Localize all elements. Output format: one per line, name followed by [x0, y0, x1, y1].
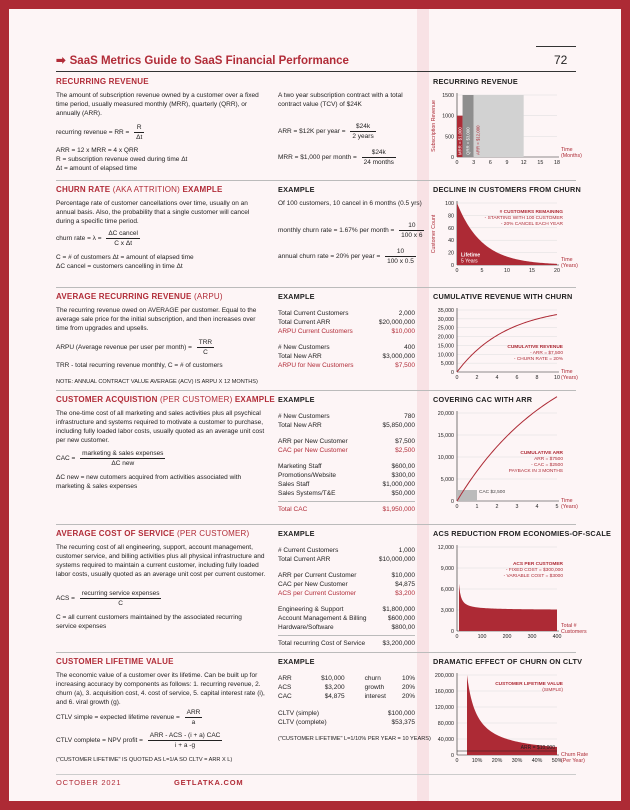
grid-cell: 20%: [401, 684, 415, 691]
lifetime-label: Lifetime: [461, 252, 481, 259]
section-description: The amount of subscription revenue owned by a customer over a fixed time period, usually measured monthly (MRR), quarterly (QRR), or annually (ARR).: [56, 92, 259, 117]
row-label: Sales Staff: [278, 481, 310, 488]
table-row: [278, 505, 415, 514]
annotation: # CUSTOMERS REMAINING: [499, 210, 563, 215]
lifetime-value: 5 Years: [461, 258, 478, 265]
annotation: PAYBACK IN 3 MONTHS: [508, 469, 563, 474]
section-description: The recurring cost of all engineering, support, account management, customer service, and billing activities plus all physical infrastructure and systems required to maintain a current customer, including fully loaded labor costs, usually quoted as an average unit cost per current customer.: [56, 544, 266, 578]
annotation: - ARR = $7,500: [530, 351, 563, 356]
table-row: [278, 437, 415, 446]
grid-cell: CAC: [278, 693, 292, 700]
table-row: [278, 614, 415, 623]
x-axis-label: (Per Year): [561, 758, 585, 764]
annotation: - CAC = $2500: [531, 463, 563, 468]
footer-site: GETLATKA.COM: [174, 778, 244, 787]
acs-example-table: [278, 546, 415, 648]
annual-churn-formula: annual churn rate = 20% per year = $\frac{10}{100 x 0.5}$: [278, 248, 414, 265]
example-heading: EXAMPLE: [278, 292, 315, 301]
y-tick-label: 10,000: [437, 455, 454, 461]
y-tick-label: 20,000: [437, 334, 454, 341]
row-value: $53,375: [391, 719, 415, 726]
row-value: 400: [404, 344, 415, 351]
x-tick-label: 12: [520, 160, 527, 166]
y-tick-label: 5,000: [440, 361, 454, 368]
y-tick-label: 20,000: [437, 411, 454, 417]
mrr-formula: MRR = $1,000 per month = $\frac{\$24k}{\text{24 months}}$: [278, 149, 394, 166]
table-row: [278, 580, 415, 589]
x-tick-label: 0: [455, 375, 459, 381]
table-row: [278, 446, 415, 455]
definitions: C = all current customers maintained by the associated recurring service expenses: [56, 614, 242, 630]
grid-cell: 10%: [401, 675, 415, 682]
row-value: $800,00: [391, 624, 415, 631]
page-title: ➡ SaaS Metrics Guide to SaaS Financial Performance: [56, 55, 349, 67]
row-label: Engineering & Support: [278, 606, 344, 613]
grid-cell: ARR: [278, 675, 292, 682]
row-gap: [278, 598, 415, 605]
annotation: - 20% CANCEL EACH YEAR: [500, 222, 563, 227]
x-tick-label: 200: [502, 634, 512, 640]
arpu-example-table: [278, 309, 415, 370]
y-tick-label: 500: [445, 134, 454, 141]
section-title: CUSTOMER ACQUISTION (PER CUSTOMER) EXAMPLE: [56, 395, 275, 404]
x-tick-label: 100: [477, 634, 487, 640]
row-value: $3,200: [395, 590, 415, 597]
row-label: CLTV (simple): [278, 710, 320, 717]
row-value: $600,000: [387, 615, 415, 622]
table-row: [278, 412, 415, 421]
x-axis-label: Time: [561, 147, 573, 153]
section-title: RECURRING REVENUE: [56, 77, 149, 86]
chart-title: CUMULATIVE REVENUE WITH CHURN: [433, 292, 573, 301]
annotation: (SIMPLE): [542, 688, 563, 693]
section-title: CHURN RATE (AKA ATTRITION) EXAMPLE: [56, 185, 223, 194]
annotation: CUMULATIVE REVENUE: [507, 345, 563, 350]
grid-cell: 20%: [401, 693, 415, 700]
row-value: 2,000: [398, 310, 415, 317]
section-description: The economic value of a customer over its lifetime. Can be built up for increasing accuracy by components as follows: 1. recurring revenue, 2. churn (a), 3. acquisition cost, 4. cost of service, 5. capital interest rate (i), and 6. viral growth (g).: [56, 672, 265, 706]
annotation: ARR = $7500: [534, 457, 563, 462]
cltv-example-grid: [278, 674, 415, 701]
row-value: $7,500: [395, 438, 415, 445]
row-separator: [278, 501, 415, 502]
y-tick-label: 5,000: [440, 477, 454, 483]
grid-cell: interest: [364, 693, 386, 700]
y-tick-label: 9,000: [440, 566, 454, 572]
section-acs: [56, 524, 612, 651]
section-title: AVERAGE RECURRING REVENUE (ARPU): [56, 292, 223, 301]
x-tick-label: 4: [495, 375, 499, 381]
y-tick-label: 10,000: [437, 352, 454, 359]
y-tick-label: 0: [451, 370, 454, 376]
grid-row: [278, 683, 415, 692]
grid-cell: $4,875: [324, 693, 345, 700]
table-row: [278, 421, 415, 430]
y-tick-label: 15,000: [437, 433, 454, 439]
example-heading: EXAMPLE: [278, 395, 315, 404]
bar-label: ARR = $12,000: [475, 125, 481, 155]
row-value: 780: [404, 413, 415, 420]
table-row: [278, 343, 415, 352]
churn-cltv-chart: [421, 671, 589, 773]
section-description: Percentage rate of customer cancellations over time, usually on an annual basis. Also, the probability that a single customer will cancel during a specific time period.: [56, 200, 250, 225]
table-row: [278, 605, 415, 614]
row-label: ACS per Current Customer: [278, 590, 357, 597]
row-value: $50,000: [391, 490, 415, 497]
x-tick-label: 5: [555, 504, 559, 510]
cltv-results: [278, 709, 415, 727]
y-tick-label: 3,000: [440, 608, 454, 614]
table-row: [278, 718, 415, 727]
grid-cell: growth: [364, 684, 385, 691]
row-label: ARR per New Customer: [278, 438, 348, 445]
y-tick-label: 0: [451, 753, 454, 759]
x-axis-label: (Years): [561, 375, 578, 381]
definitions: ΔC new = new cutomers acquired from activities associated with marketing & sales expenses: [56, 474, 242, 490]
x-axis-label: Time: [561, 369, 573, 375]
example-heading: EXAMPLE: [278, 657, 315, 666]
table-row: [278, 471, 415, 480]
section-cltv: [56, 652, 589, 773]
arr-label: ARR = $10,000: [520, 745, 555, 751]
y-tick-label: 35,000: [437, 308, 454, 314]
row-label: Total New ARR: [278, 422, 322, 429]
x-axis-label: (Years): [561, 504, 578, 510]
page-number: 72: [554, 53, 568, 67]
row-value: $100,000: [387, 710, 415, 717]
y-tick-label: 25,000: [437, 325, 454, 332]
x-tick-label: 2: [495, 504, 499, 510]
row-label: Total CAC: [278, 506, 308, 513]
row-value: $1,000,000: [382, 481, 415, 488]
row-value: $10,000: [391, 328, 415, 335]
y-tick-label: 0: [451, 499, 454, 505]
grid-cell: ACS: [278, 684, 292, 691]
row-value: $10,000: [391, 572, 415, 579]
x-tick-label: 0: [455, 268, 459, 274]
cac-formula: CAC = $\frac{\text{marketing \& sales expenses}}{\text{ΔC new}}$: [56, 450, 164, 467]
y-tick-label: 80,000: [437, 721, 454, 727]
x-tick-label: 0: [455, 758, 459, 764]
page-number-rule: [536, 46, 576, 47]
table-row: [278, 589, 415, 598]
x-axis-label: Total #: [561, 623, 577, 629]
bar-label: MRR = $1,000: [457, 127, 463, 155]
x-axis-label: (Years): [561, 263, 578, 269]
chart-title: DRAMATIC EFFECT OF CHURN ON CLTV: [433, 657, 583, 666]
x-tick-label: 6: [488, 160, 492, 166]
row-label: CAC per New Customer: [278, 447, 348, 454]
x-tick-label: 40%: [531, 758, 543, 764]
arpu-formula: ARPU (Average revenue per user per month) = $\frac{\text{TRR}}{C}$: [56, 339, 213, 356]
chart-title: DECLINE IN CUSTOMERS FROM CHURN: [433, 185, 581, 194]
y-tick-label: 30,000: [437, 316, 454, 323]
y-tick-label: 0: [451, 263, 454, 269]
acs-area: [459, 584, 557, 631]
y-tick-label: 0: [451, 155, 454, 161]
chart-title: RECURRING REVENUE: [433, 77, 518, 86]
row-label: Marketing Staff: [278, 463, 322, 470]
section-recurring-revenue: [56, 73, 582, 179]
cac-label: CAC $2,500: [479, 490, 506, 495]
section-cac: [56, 390, 576, 523]
row-label: # New Customers: [278, 344, 330, 351]
row-label: Account Management & Billing: [278, 615, 367, 622]
x-tick-label: 5: [480, 268, 484, 274]
row-value: $600,00: [391, 463, 415, 470]
footer-date: OCTOBER 2021: [56, 778, 122, 787]
x-tick-label: 10: [504, 268, 510, 274]
x-axis-label: Time: [561, 257, 573, 263]
y-tick-label: 160,000: [434, 689, 454, 695]
table-row: [278, 709, 415, 718]
table-row: [278, 489, 415, 498]
acv-note: NOTE: ANNUAL CONTRACT VALUE AVERAGE (ACV) IS ARPU X 12 MONTHS): [56, 379, 258, 385]
definitions: ARR = 12 x MRR = 4 x QRR R = subscription revenue owed during time Δt Δt = amount of elapsed time: [56, 147, 188, 172]
x-axis-label: (Months): [561, 153, 582, 159]
y-tick-label: 40: [448, 238, 454, 245]
lifetime-note: ("CUSTOMER LIFETIME" IS QUOTED AS L=1/A SO CLTV = ARR X L): [56, 757, 233, 763]
x-tick-label: 0: [455, 504, 459, 510]
example-text: Of 100 customers, 10 cancel in 6 months (0.5 yrs): [278, 200, 422, 207]
arrow-right-icon: ➡: [56, 55, 66, 67]
y-axis-label: Customer Count: [431, 214, 437, 254]
chart-title: ACS REDUCTION FROM ECONOMIES-OF-SCALE: [433, 529, 612, 538]
annotation: ACS PER CUSTOMER: [512, 562, 563, 567]
recurring-revenue-formula: recurring revenue = RR = $\frac{R}{\Delta t}$: [56, 124, 143, 141]
chart-title: COVERING CAC WITH ARR: [433, 395, 533, 404]
row-label: ARPU for New Customers: [278, 362, 354, 369]
y-tick-label: 60: [448, 225, 454, 232]
row-value: $3,200,000: [382, 640, 415, 647]
x-tick-label: 2: [475, 375, 479, 381]
x-tick-label: 400: [552, 634, 562, 640]
row-label: Sales Systems/T&E: [278, 490, 336, 497]
definitions: TRR - total recurring revenue monthly, C = # of customers: [56, 362, 223, 369]
y-tick-label: 0: [451, 629, 454, 635]
table-row: [278, 555, 415, 564]
table-row: [278, 623, 415, 632]
row-gap: [278, 430, 415, 437]
grid-row: [278, 674, 415, 683]
annotation: - STARTING WITH 100 CUSTOMER: [484, 216, 563, 221]
example-text: A two year subscription contract with a total contract value (TCV) of $24K: [278, 92, 403, 108]
row-gap: [278, 564, 415, 571]
x-tick-label: 6: [515, 375, 519, 381]
cumulative-arr-line: [457, 397, 557, 501]
table-row: [278, 327, 415, 336]
row-value: $5,850,000: [382, 422, 415, 429]
row-label: Total Current Customers: [278, 310, 349, 317]
y-tick-label: 120,000: [434, 705, 454, 711]
y-tick-label: 1000: [442, 113, 454, 120]
row-label: Total Current ARR: [278, 556, 331, 563]
annotation: - CHURN RATE = 20%: [513, 357, 563, 362]
row-value: $2,500: [395, 447, 415, 454]
x-tick-label: 3: [472, 160, 476, 166]
x-tick-label: 4: [535, 504, 539, 510]
table-row: [278, 361, 415, 370]
table-row: [278, 352, 415, 361]
x-tick-label: 9: [505, 160, 509, 166]
row-label: # Current Customers: [278, 547, 339, 554]
row-label: CLTV (complete): [278, 719, 327, 726]
customer-decline-chart: [421, 199, 576, 287]
table-row: [278, 309, 415, 318]
row-value: $1,950,000: [382, 506, 415, 513]
y-tick-label: 12,000: [437, 545, 454, 551]
section-description: The one-time cost of all marketing and sales activities plus all psychical infrastructure and systems required to motivate a customer to purchase, including fully loaded labor costs, usually quoted as an average unit cost per new customer.: [56, 410, 265, 444]
row-label: Total Current ARR: [278, 319, 331, 326]
grid-cell: churn: [364, 675, 381, 682]
page: [9, 9, 621, 801]
cumulative-revenue-chart: [421, 306, 576, 390]
x-tick-label: 30%: [511, 758, 523, 764]
x-tick-label: 8: [535, 375, 539, 381]
x-tick-label: 50%: [551, 758, 563, 764]
acs-reduction-chart: [421, 543, 587, 651]
row-value: $3,000,000: [382, 353, 415, 360]
y-axis-label: Subscription Revenue: [431, 100, 437, 152]
example-heading: EXAMPLE: [278, 185, 315, 194]
x-tick-label: 15: [529, 268, 535, 274]
covering-cac-chart: [421, 409, 576, 521]
acs-formula: ACS = $\frac{\text{recurring service expenses}}{C}$: [56, 590, 160, 607]
cltv-area: [467, 675, 557, 755]
footer-divider: [56, 774, 576, 775]
cltv-complete-formula: CTLV complete = NPV profit = $\frac{\text{ARR - ACS - (i + a) CAC}}{i + a -g}$: [56, 732, 221, 749]
row-label: Total New ARR: [278, 353, 322, 360]
table-row: [278, 546, 415, 555]
churn-formula: churn rate = λ = $\frac{\text{ΔC cancel}}{\text{C x Δt}}$: [56, 230, 138, 247]
y-tick-label: 1500: [442, 93, 454, 99]
section-churn: [56, 180, 581, 287]
example-lifetime-note: ("CUSTOMER LIFETIME" L=1/10% PER YEAR = 10 YEARS): [278, 736, 431, 742]
x-tick-label: 300: [527, 634, 537, 640]
table-row: [278, 571, 415, 580]
grid-row: [278, 692, 415, 701]
row-label: ARR per Current Customer: [278, 572, 357, 579]
x-tick-label: 1: [475, 504, 479, 510]
row-separator: [278, 635, 415, 636]
cltv-simple-formula: CTLV simple = expected lifetime revenue = $\frac{\text{ARR}}{a}$: [56, 709, 201, 726]
row-label: ARPU Current Customers: [278, 328, 353, 335]
row-value: $7,500: [395, 362, 415, 369]
y-tick-label: 20: [448, 250, 454, 257]
x-axis-label: Time: [561, 498, 573, 504]
row-value: 1,000: [398, 547, 415, 554]
definitions: C = # of customers Δt = amount of elapsed time ΔC cancel = customers cancelling in time Δt: [56, 254, 194, 270]
y-tick-label: 6,000: [440, 587, 454, 593]
annotation: - VARIABLE COST = $3000: [503, 574, 563, 579]
section-title: AVERAGE COST OF SERVICE (PER CUSTOMER): [56, 529, 250, 538]
table-row: [278, 462, 415, 471]
y-tick-label: 200,000: [434, 673, 454, 679]
x-tick-label: 20%: [491, 758, 503, 764]
table-row: [278, 318, 415, 327]
bar-label: QRR = $3,000: [465, 127, 471, 155]
grid-cell: $3,200: [324, 684, 345, 691]
y-tick-label: 100: [445, 201, 454, 207]
row-label: Hardware/Software: [278, 624, 334, 631]
x-tick-label: 15: [537, 160, 544, 166]
cac-example-table: [278, 412, 415, 514]
y-tick-label: 80: [448, 213, 454, 220]
row-value: $300,00: [391, 472, 415, 479]
row-label: Total recurring Cost of Service: [278, 640, 366, 647]
annotation: - FIXED COST = $300,000: [505, 568, 563, 573]
y-tick-label: 40,000: [437, 737, 454, 743]
example-heading: EXAMPLE: [278, 529, 315, 538]
arr-formula: ARR = $12K per year = $\frac{\$24k}{\text{2 years}}$: [278, 123, 374, 140]
row-value: $10,000,000: [378, 556, 415, 563]
x-tick-label: 20: [554, 268, 560, 274]
grid-cell: $10,000: [321, 675, 345, 682]
annotation: CUMULATIVE ARR: [520, 451, 563, 456]
section-description: The recurring revenue owed on AVERAGE per customer. Equal to the average sale price for the initial subscription, and then increases over time from upgrades and upsells.: [56, 307, 257, 332]
x-tick-label: 10: [554, 375, 560, 381]
y-tick-label: 15,000: [437, 343, 454, 350]
x-tick-label: 0: [455, 160, 459, 166]
row-label: # New Customers: [278, 413, 330, 420]
section-title: CUSTOMER LIFETIME VALUE: [56, 657, 174, 666]
row-value: $4,875: [395, 581, 415, 588]
x-tick-label: 3: [515, 504, 519, 510]
x-axis-label: Churn Rate: [561, 752, 589, 758]
row-gap: [278, 336, 415, 343]
section-arpu: [56, 287, 576, 388]
row-value: $20,000,000: [378, 319, 415, 326]
annotation: CUSTOMER LIFETIME VALUE: [495, 682, 563, 687]
monthly-churn-formula: monthly churn rate = 1.67% per month = $\frac{10}{100 x 6}$: [278, 222, 423, 239]
x-tick-label: 10%: [471, 758, 483, 764]
recurring-revenue-chart: [421, 91, 582, 179]
row-gap: [278, 455, 415, 462]
table-row: [278, 480, 415, 489]
row-label: Promotions/Website: [278, 472, 337, 479]
table-row: [278, 639, 415, 648]
bar: [474, 95, 524, 157]
x-tick-label: 18: [554, 160, 560, 166]
x-axis-label: Customers: [561, 629, 587, 635]
header-divider: [56, 71, 576, 72]
row-value: $1,800,000: [382, 606, 415, 613]
x-tick-label: 0: [455, 634, 459, 640]
row-label: CAC per New Customer: [278, 581, 348, 588]
